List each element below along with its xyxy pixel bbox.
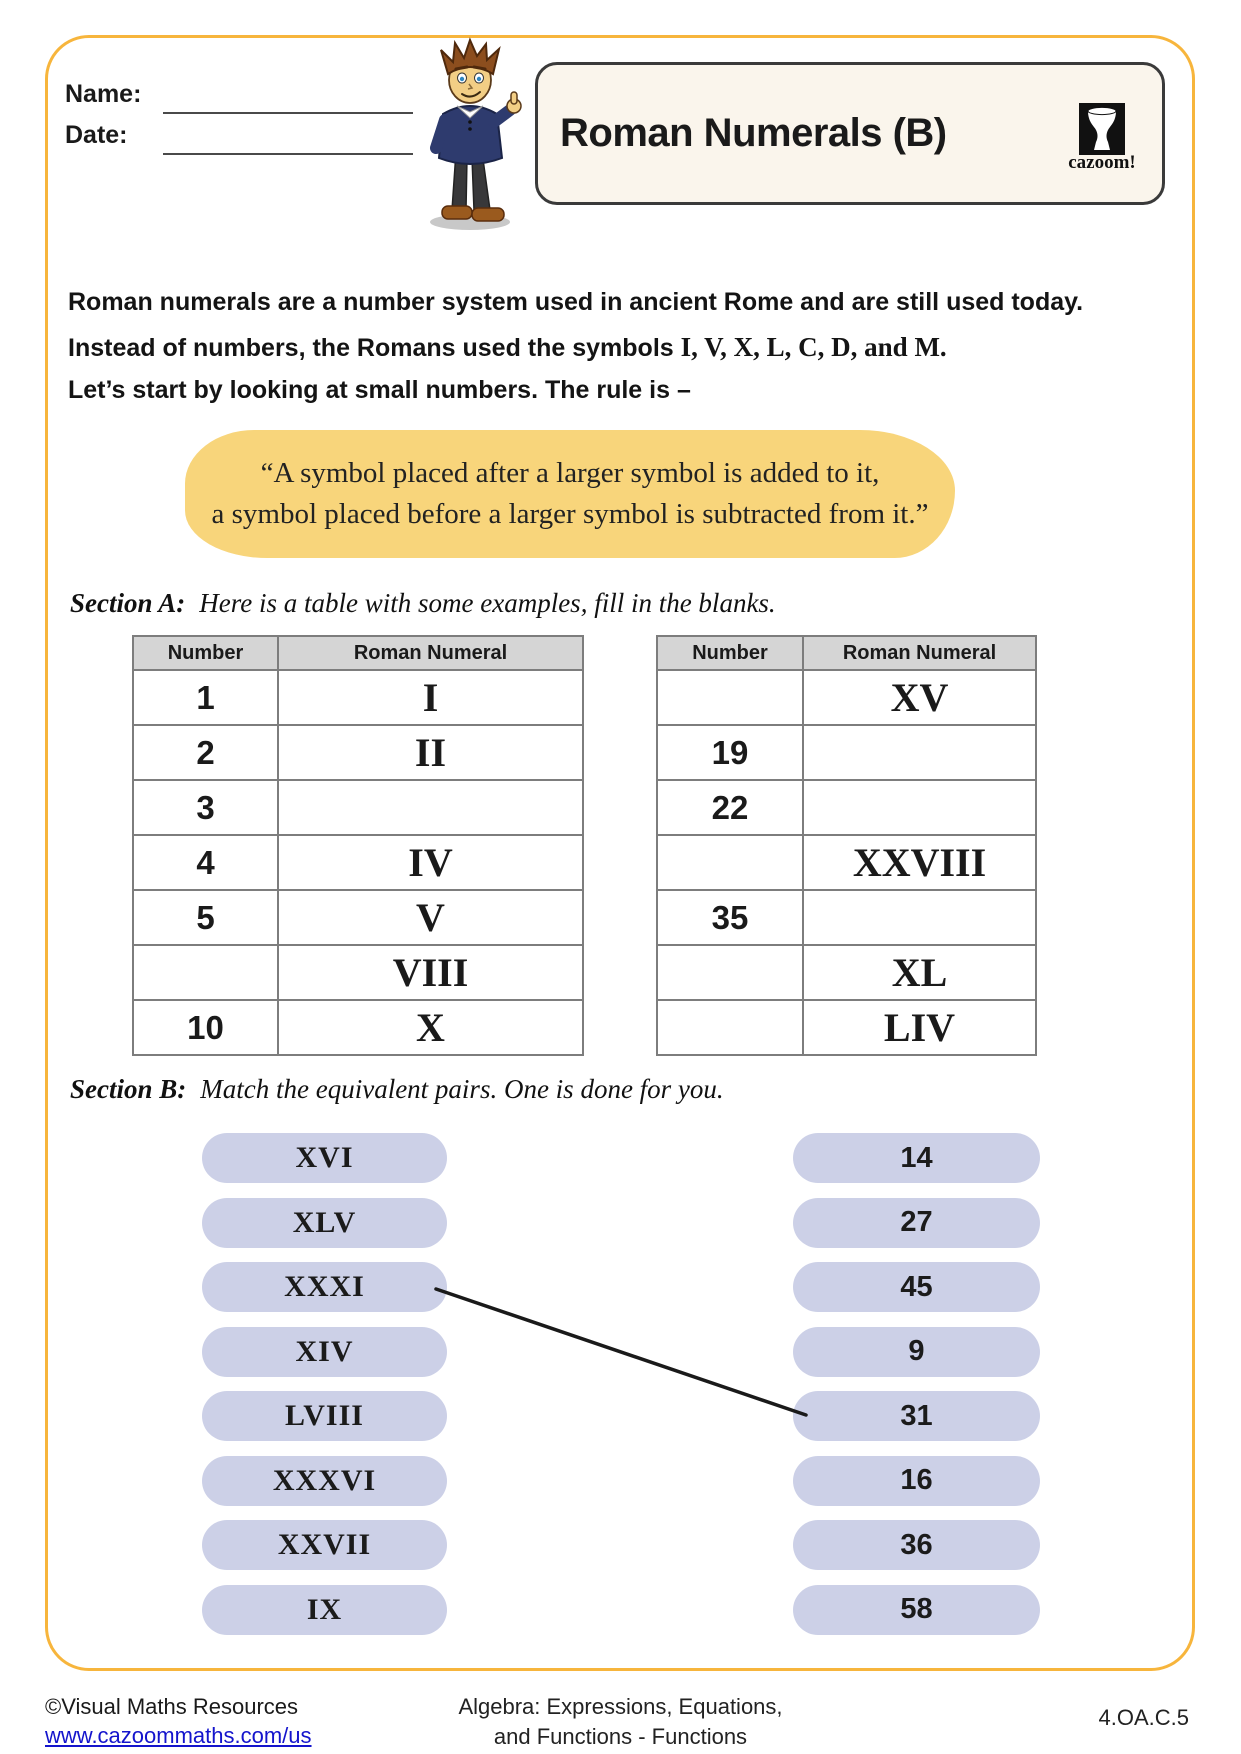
roman-pill[interactable] xyxy=(202,1456,447,1506)
number-cell[interactable]: 3 xyxy=(133,780,278,835)
table-row xyxy=(133,1000,583,1055)
number-pill[interactable] xyxy=(793,1391,1040,1441)
date-label: Date: xyxy=(65,121,128,149)
roman-pill-label: XXVII xyxy=(277,1528,372,1561)
worksheet-title: Roman Numerals (B) xyxy=(560,111,947,155)
section-b-label: Section B: xyxy=(70,1074,187,1104)
rule-line-1: “A symbol placed after a larger symbol is added to it, xyxy=(260,457,880,489)
number-cell[interactable]: 35 xyxy=(657,890,803,945)
roman-pill-label: XXXVI xyxy=(272,1463,377,1497)
roman-column-header: Roman Numeral xyxy=(803,636,1036,670)
roman-numeral-cell[interactable]: XV xyxy=(803,670,1036,725)
table-row xyxy=(133,945,583,1000)
roman-pill-label: XVI xyxy=(295,1141,354,1174)
title-box xyxy=(535,62,1165,205)
roman-numeral-cell[interactable]: V xyxy=(278,890,583,945)
roman-pill[interactable] xyxy=(202,1585,447,1635)
number-pill-label: 31 xyxy=(900,1399,933,1432)
intro-line-2-text: Instead of numbers, the Romans used the symbols xyxy=(68,334,681,362)
number-pill[interactable] xyxy=(793,1520,1040,1570)
table-row xyxy=(657,890,1036,945)
roman-pill-label: XIV xyxy=(295,1334,354,1368)
roman-pill-label: IX xyxy=(306,1592,343,1626)
number-pill-label: 14 xyxy=(900,1141,933,1174)
boy-character-illustration xyxy=(412,36,530,232)
number-cell[interactable]: 22 xyxy=(657,780,803,835)
roman-pill-label: LVIII xyxy=(285,1399,364,1432)
roman-numeral-cell[interactable]: XXVIII xyxy=(803,835,1036,890)
table-row xyxy=(133,725,583,780)
copyright-text: ©Visual Maths Resources xyxy=(45,1694,299,1719)
number-pill[interactable] xyxy=(793,1133,1040,1183)
roman-numeral-cell[interactable]: VIII xyxy=(278,945,583,1000)
section-a-label: Section A: xyxy=(70,588,186,618)
number-pill-label: 58 xyxy=(900,1593,933,1625)
number-cell[interactable] xyxy=(657,835,803,890)
section-b-instruction: Match the equivalent pairs. One is done for you. xyxy=(200,1074,724,1104)
date-input-line[interactable] xyxy=(163,153,413,155)
footer-topic xyxy=(0,1692,1241,1752)
roman-pill[interactable] xyxy=(202,1391,447,1441)
number-column-header: Number xyxy=(657,636,803,670)
number-pill[interactable] xyxy=(793,1198,1040,1248)
roman-numeral-cell[interactable] xyxy=(278,780,583,835)
roman-numeral-cell[interactable] xyxy=(803,725,1036,780)
section-a-instruction: Here is a table with some examples, fill in the blanks. xyxy=(199,588,776,618)
roman-numeral-cell[interactable] xyxy=(803,780,1036,835)
roman-symbols-list: I, V, X, L, C, D, and M. xyxy=(680,332,947,362)
intro-line-3: Let’s start by looking at small numbers. The rule is – xyxy=(68,376,691,404)
number-cell[interactable]: 4 xyxy=(133,835,278,890)
table-row xyxy=(133,670,583,725)
number-pill-column xyxy=(793,1133,1040,1635)
rule-line-2: a symbol placed before a larger symbol is subtracted from it.” xyxy=(211,498,929,530)
section-a-heading xyxy=(70,588,776,619)
number-pill-label: 36 xyxy=(900,1528,933,1561)
number-cell[interactable] xyxy=(657,1000,803,1055)
roman-numeral-cell[interactable]: X xyxy=(278,1000,583,1055)
number-cell[interactable]: 19 xyxy=(657,725,803,780)
roman-pill-label: XLV xyxy=(292,1205,357,1239)
number-cell[interactable]: 2 xyxy=(133,725,278,780)
table-row xyxy=(657,945,1036,1000)
table-row xyxy=(133,835,583,890)
number-pill[interactable] xyxy=(793,1327,1040,1377)
number-cell[interactable]: 1 xyxy=(133,670,278,725)
roman-pill[interactable] xyxy=(202,1327,447,1377)
cazoom-logo xyxy=(1066,103,1138,174)
table-row xyxy=(657,780,1036,835)
number-pill-label: 9 xyxy=(908,1335,925,1367)
roman-pill[interactable] xyxy=(202,1262,447,1312)
roman-pill-label: XXXI xyxy=(284,1270,365,1303)
intro-line-1: Roman numerals are a number system used in ancient Rome and are still used today. xyxy=(68,288,1084,316)
number-pill-label: 27 xyxy=(900,1206,933,1238)
cazoom-drum-icon xyxy=(1079,103,1125,155)
cazoom-logo-text: cazoom! xyxy=(1068,152,1136,173)
number-cell[interactable]: 5 xyxy=(133,890,278,945)
intro-line-2 xyxy=(68,332,947,363)
number-pill-label: 45 xyxy=(900,1270,933,1303)
roman-numeral-cell[interactable]: XL xyxy=(803,945,1036,1000)
roman-numeral-cell[interactable]: IV xyxy=(278,835,583,890)
examples-table-right xyxy=(656,635,1037,1056)
name-label: Name: xyxy=(65,80,142,108)
section-b-heading xyxy=(70,1074,724,1105)
table-row xyxy=(133,890,583,945)
table-row xyxy=(657,835,1036,890)
table-row xyxy=(657,725,1036,780)
number-pill[interactable] xyxy=(793,1262,1040,1312)
number-cell[interactable] xyxy=(657,945,803,1000)
name-input-line[interactable] xyxy=(163,112,413,114)
roman-pill-column xyxy=(202,1133,447,1635)
roman-pill[interactable] xyxy=(202,1520,447,1570)
footer-topic-line-2: and Functions - Functions xyxy=(493,1724,748,1749)
roman-numeral-cell[interactable]: I xyxy=(278,670,583,725)
table-row xyxy=(133,780,583,835)
table-header-row xyxy=(133,636,583,670)
roman-pill[interactable] xyxy=(202,1198,447,1248)
number-cell[interactable] xyxy=(133,945,278,1000)
roman-column-header: Roman Numeral xyxy=(278,636,583,670)
roman-numeral-cell[interactable] xyxy=(803,890,1036,945)
number-column-header: Number xyxy=(133,636,278,670)
number-cell[interactable] xyxy=(657,670,803,725)
footer-topic-line-1: Algebra: Expressions, Equations, xyxy=(458,1694,783,1719)
rule-callout xyxy=(185,430,955,558)
roman-numeral-cell[interactable]: LIV xyxy=(803,1000,1036,1055)
standard-code: 4.OA.C.5 xyxy=(1098,1705,1189,1730)
number-pill[interactable] xyxy=(793,1456,1040,1506)
roman-numeral-cell[interactable]: II xyxy=(278,725,583,780)
table-header-row xyxy=(657,636,1036,670)
website-link[interactable]: www.cazoommaths.com/us xyxy=(45,1723,312,1748)
table-row xyxy=(657,1000,1036,1055)
number-pill[interactable] xyxy=(793,1585,1040,1635)
number-pill-label: 16 xyxy=(900,1464,933,1496)
table-row xyxy=(657,670,1036,725)
roman-pill[interactable] xyxy=(202,1133,447,1183)
number-cell[interactable]: 10 xyxy=(133,1000,278,1055)
examples-table-left xyxy=(132,635,584,1056)
